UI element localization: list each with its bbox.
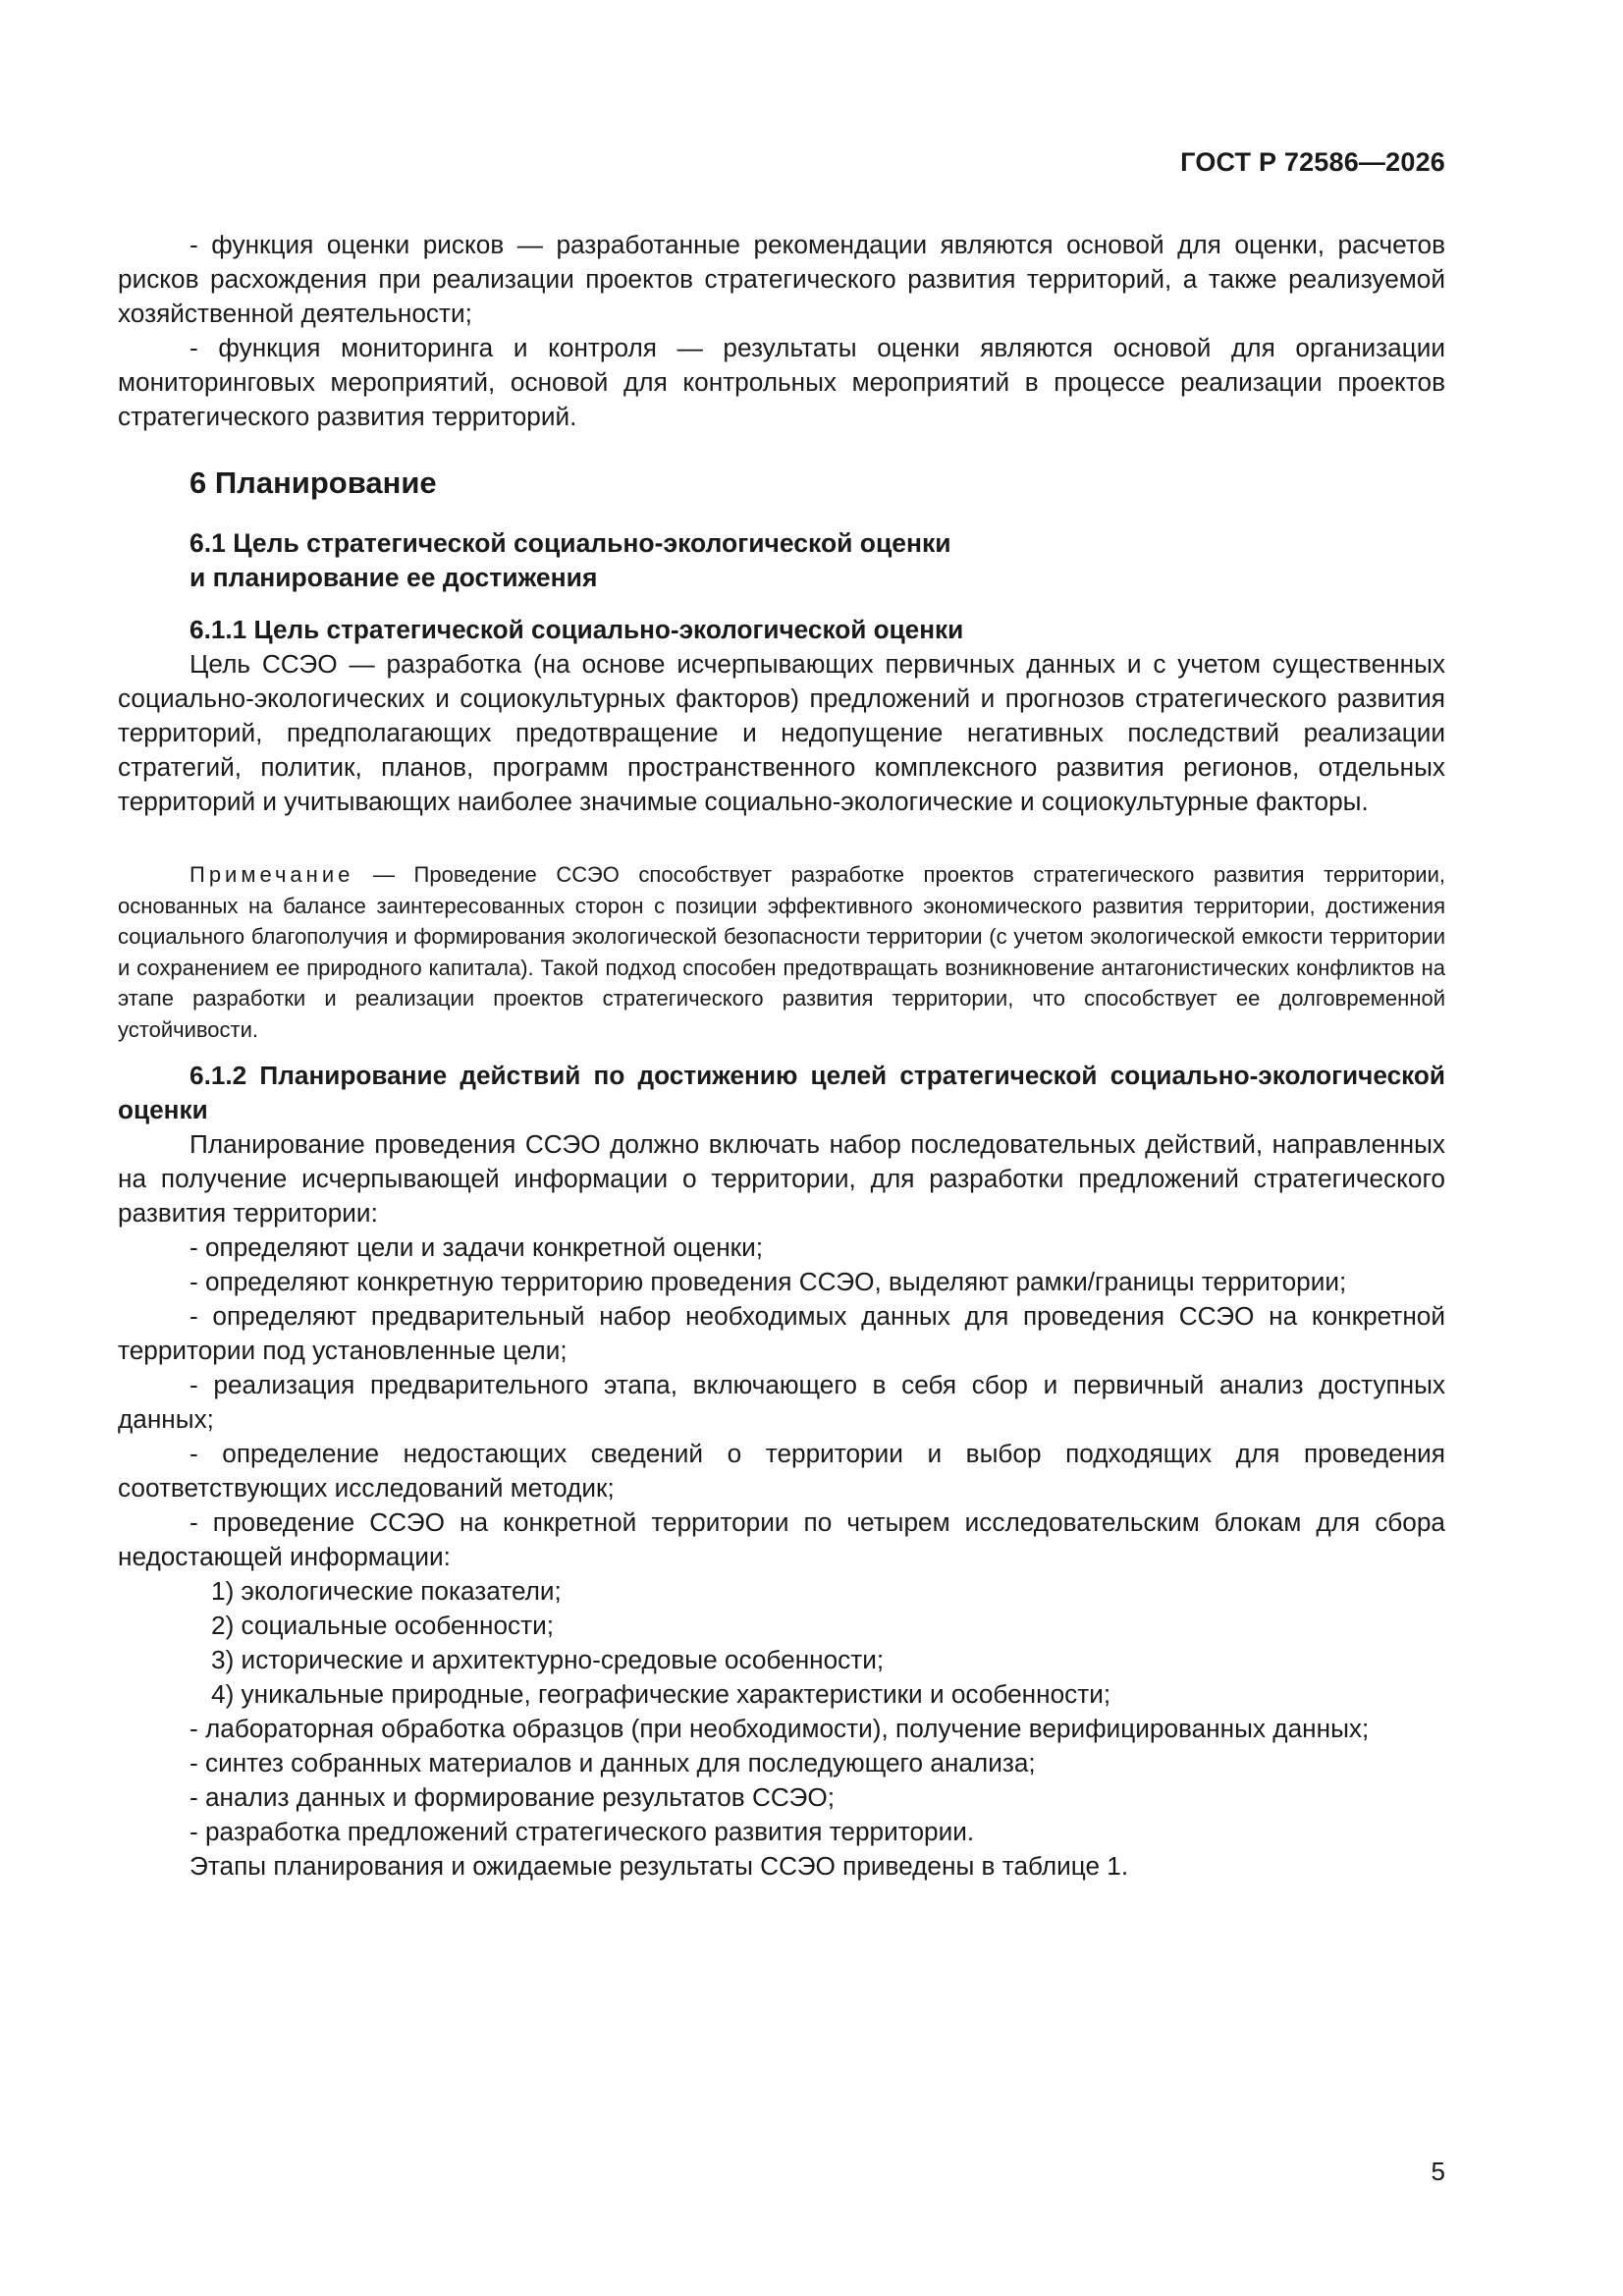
list-item: - определяют конкретную территорию проведения ССЭО, выделяют рамки/границы территории; xyxy=(189,1267,1347,1296)
subsection-612-block xyxy=(118,1059,1445,1884)
subsection-612-title: 6.1.2 Планирование действий по достижению целей стратегической социально-экологической оценки xyxy=(118,1061,1445,1124)
list-item: - реализация предварительного этапа, включающего в себя сбор и первичный анализ доступных данных; xyxy=(118,1370,1445,1434)
list-item: - анализ данных и формирование результатов ССЭО; xyxy=(189,1782,835,1812)
list-item: - лабораторная обработка образцов (при необходимости), получение верифицированных данных; xyxy=(189,1714,1370,1743)
note-text: — Проведение ССЭО способствует разработке проектов стратегического развития территории, основанных на балансе заинтересованных сторон с позиции эффективного экономического развития территории, достижения социального благополучия и формирования экологической безопасности территории (с учетом экологической емкости территории и сохранением ее природного капитала). Такой подход способен предотвращать возникновение антагонистических конфликтов на этапе разработки и реализации проектов стратегического развития территории, что способствует ее долговременной устойчивости. xyxy=(118,862,1445,1042)
numbered-item: 3) исторические и архитектурно-средовые особенности; xyxy=(211,1645,885,1674)
subsection-61-title-line2: и планирование ее достижения xyxy=(189,563,598,592)
numbered-item: 4) уникальные природные, географические характеристики и особенности; xyxy=(211,1679,1111,1709)
closing-paragraph: Этапы планирования и ожидаемые результаты ССЭО приведены в таблице 1. xyxy=(189,1851,1129,1881)
list-item: - определяют предварительный набор необходимых данных для проведения ССЭО на конкретной территории под установленные цели; xyxy=(118,1301,1445,1365)
list-item: - синтез собранных материалов и данных для последующего анализа; xyxy=(189,1748,1036,1777)
subsection-612-intro: Планирование проведения ССЭО должно включать набор последовательных действий, направленных на получение исчерпывающей информации о территории, для разработки предложений стратегического развития территории: xyxy=(118,1129,1445,1228)
subsection-611-block xyxy=(118,613,1445,819)
section-title: 6 Планирование xyxy=(189,465,437,500)
subsection-61-title xyxy=(189,526,1445,595)
subsection-61-title-line1: 6.1 Цель стратегической социально-экологической оценки xyxy=(189,528,951,558)
intro-block xyxy=(118,228,1445,434)
list-item: - разработка предложений стратегического развития территории. xyxy=(189,1817,975,1846)
subsection-611-paragraph: Цель ССЭО — разработка (на основе исчерпывающих первичных данных и с учетом существенных социально-экологических и социокультурных факторов) предложений и прогнозов стратегического развития территорий, предполагающих предотвращение и недопущение негативных последствий реализации стратегий, политик, планов, программ пространственного комплексного развития регионов, отдельных территорий и учитывающих наиболее значимые социально-экологические и социокультурные факторы. xyxy=(118,649,1445,816)
numbered-item: 1) экологические показатели; xyxy=(211,1576,562,1606)
intro-paragraph-monitoring: - функция мониторинга и контроля — результаты оценки являются основой для организации мониторинговых мероприятий, основой для контрольных мероприятий в процессе реализации проектов стратегического развития территорий. xyxy=(118,333,1445,431)
numbered-item: 2) социальные особенности; xyxy=(211,1611,555,1640)
document-code: ГОСТ Р 72586—2026 xyxy=(1180,147,1445,177)
intro-paragraph-risk: - функция оценки рисков — разработанные рекомендации являются основой для оценки, расчетов рисков расхождения при реализации проектов стратегического развития территорий, а также реализуемой хозяйственной деятельности; xyxy=(118,230,1445,328)
list-item: - определение недостающих сведений о территории и выбор подходящих для проведения соответствующих исследований методик; xyxy=(118,1439,1445,1503)
list-item: - определяют цели и задачи конкретной оценки; xyxy=(189,1232,764,1262)
note-paragraph xyxy=(118,859,1445,1045)
note-label: Примечание xyxy=(189,862,354,887)
page-number: 5 xyxy=(1431,2157,1445,2186)
subsection-611-title: 6.1.1 Цель стратегической социально-экологической оценки xyxy=(189,615,964,644)
document-page xyxy=(118,0,1445,2296)
list-item: - проведение ССЭО на конкретной территории по четырем исследовательским блокам для сбора недостающей информации: xyxy=(118,1507,1445,1571)
